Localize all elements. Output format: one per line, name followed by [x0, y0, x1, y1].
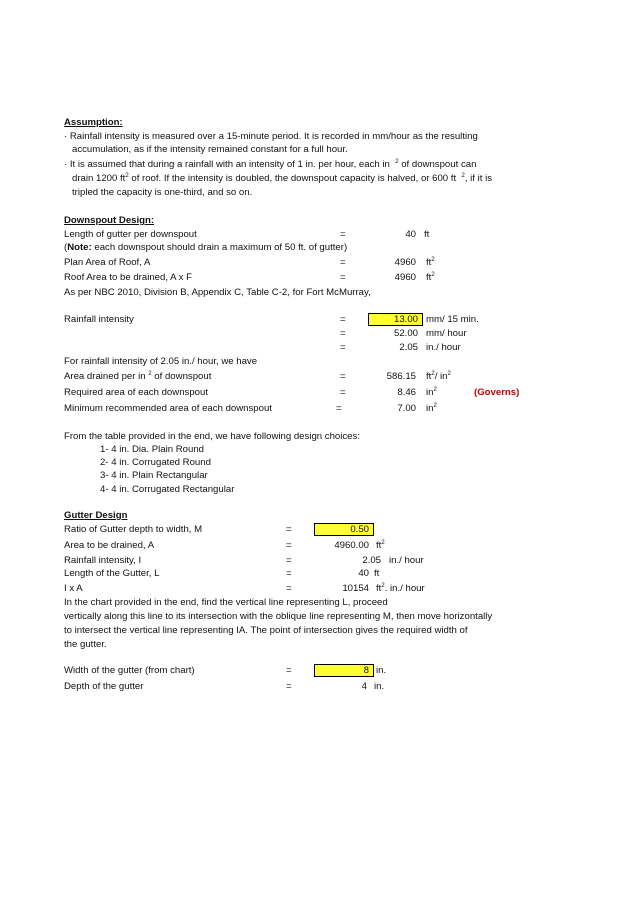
- minimum-area-value: 7.00: [397, 403, 416, 414]
- roof-area-value: 4960: [394, 272, 416, 283]
- roof-area-unit-text: ft: [426, 272, 432, 283]
- gutter-ixa-value: 10154: [342, 583, 369, 594]
- gutter-rainfall-label: Rainfall intensity, I: [64, 555, 142, 566]
- gutter-depth-value: 4: [361, 681, 367, 692]
- gutter-depth-unit: in.: [374, 681, 385, 692]
- assumption-p2-l2-sup-2: 2: [461, 172, 465, 179]
- rainfall-intensity-label: Rainfall intensity: [64, 314, 134, 325]
- gutter-area-value: 4960.00: [334, 540, 369, 551]
- design-choice-item: 4- 4 in. Corrugated Rectangular: [100, 484, 235, 495]
- plan-area-label: Plan Area of Roof, A: [64, 257, 151, 268]
- minimum-area-label: Minimum recommended area of each downspout: [64, 403, 272, 414]
- downspout-note: [64, 242, 347, 254]
- assumption-p2-l2-text-c: , if it is: [464, 173, 493, 184]
- gutter-length-label: Length of the Gutter, L: [64, 568, 160, 579]
- assumption-heading: Assumption:: [64, 117, 123, 128]
- gutter-ixa-eq: =: [286, 583, 292, 594]
- required-area-label: Required area of each downspout: [64, 387, 209, 398]
- minimum-area-eq: =: [336, 403, 342, 414]
- gutter-depth-label: Depth of the gutter: [64, 681, 144, 692]
- gutter-width-value: 8: [363, 665, 369, 676]
- assumption-p2-l1-text-b: of downspout can: [401, 159, 477, 170]
- nbc-reference: As per NBC 2010, Division B, Appendix C, Table C-2, for Fort McMurray,: [64, 287, 371, 298]
- area-drained-eq: =: [340, 371, 346, 382]
- assumption-paragraph-1-line-1: · Rainfall intensity is measured over a 15-minute period. It is recorded in mm/hour as the resulting: [64, 131, 478, 142]
- assumption-paragraph-2-line-3: tripled the capacity is one-third, and so on.: [72, 187, 253, 198]
- gutter-width-label: Width of the gutter (from chart): [64, 665, 195, 676]
- roof-area-unit-sup: 2: [431, 271, 435, 278]
- area-drained-unit-sup-1: 2: [431, 370, 435, 377]
- assumption-p2-l2-text-b: of roof. If the intensity is doubled, the downspout capacity is halved, or 600 ft: [131, 173, 457, 184]
- gutter-ratio-label: Ratio of Gutter depth to width, M: [64, 524, 203, 535]
- governs-label: (Governs): [474, 387, 520, 398]
- downspout-note-bold: Note:: [67, 242, 92, 253]
- gutter-area-unit-sup: 2: [381, 539, 385, 546]
- required-area-unit-text: in: [426, 387, 434, 398]
- chart-instruction-line-4: the gutter.: [64, 639, 107, 650]
- area-drained-unit: [426, 371, 451, 383]
- design-choices-intro: From the table provided in the end, we have following design choices:: [64, 431, 360, 442]
- plan-area-value: 4960: [394, 257, 416, 268]
- roof-area-label: Roof Area to be drained, A x F: [64, 272, 192, 283]
- roof-area-eq: =: [340, 272, 346, 283]
- area-drained-label-a: Area drained per in: [64, 371, 146, 382]
- gutter-length-eq: =: [286, 568, 292, 579]
- required-area-unit-sup: 2: [433, 386, 437, 393]
- assumption-p2-l1-text-a: · It is assumed that during a rainfall with an intensity of 1 in. per hour, each in: [64, 159, 390, 170]
- rainfall-unit-2: mm/ hour: [426, 328, 467, 339]
- rainfall-value-3: 2.05: [399, 342, 418, 353]
- design-choice-item: 1- 4 in. Dia. Plain Round: [100, 444, 204, 455]
- rainfall-value-2: 52.00: [393, 328, 418, 339]
- plan-area-unit: [426, 257, 435, 269]
- downspout-length-label: Length of gutter per downspout: [64, 229, 197, 240]
- gutter-area-label: Area to be drained, A: [64, 540, 155, 551]
- gutter-width-eq: =: [286, 665, 292, 676]
- minimum-area-unit-sup: 2: [433, 402, 437, 409]
- area-drained-unit-sup-2: 2: [447, 370, 451, 377]
- roof-area-unit: [426, 272, 435, 284]
- downspout-note-open: (: [64, 242, 68, 253]
- required-area-eq: =: [340, 387, 346, 398]
- gutter-width-unit: in.: [376, 665, 387, 676]
- gutter-ratio-value: 0.50: [350, 524, 369, 535]
- gutter-ixa-unit-a: ft: [376, 583, 382, 594]
- for-rainfall-intensity-text: For rainfall intensity of 2.05 in./ hour, we have: [64, 356, 258, 367]
- rainfall-unit-1: mm/ 15 min.: [426, 314, 479, 325]
- area-drained-label: [64, 371, 211, 383]
- gutter-heading: Gutter Design: [64, 510, 128, 521]
- required-area-unit: [426, 387, 437, 399]
- chart-instruction-line-2: vertically along this line to its intersection with the oblique line representing M, then move horizontally: [64, 611, 493, 622]
- gutter-rainfall-eq: =: [286, 555, 292, 566]
- required-area-value: 8.46: [397, 387, 416, 398]
- chart-instruction-line-3: to intersect the vertical line representing IA. The point of intersection gives the required width of: [64, 625, 468, 636]
- assumption-p2-l1-sup: 2: [395, 158, 399, 165]
- area-drained-label-sup: 2: [148, 370, 152, 377]
- gutter-ixa-unit-b: . in./ hour: [384, 583, 425, 594]
- gutter-rainfall-value: 2.05: [362, 555, 381, 566]
- gutter-length-value: 40: [358, 568, 369, 579]
- downspout-length-unit: ft: [424, 229, 430, 240]
- gutter-ixa-unit: [376, 583, 425, 595]
- plan-area-eq: =: [340, 257, 346, 268]
- downspout-note-text: each downspout should drain a maximum of 50 ft. of gutter): [91, 242, 348, 253]
- downspout-length-eq: =: [340, 229, 346, 240]
- rainfall-eq-2: =: [340, 328, 346, 339]
- design-choice-item: 2- 4 in. Corrugated Round: [100, 457, 211, 468]
- assumption-p2-l2-sup-1: 2: [125, 172, 129, 179]
- chart-instruction-line-1: In the chart provided in the end, find the vertical line representing L, proceed: [64, 597, 388, 608]
- assumption-p2-l2-text-a: drain 1200 ft: [72, 173, 126, 184]
- gutter-rainfall-unit: in./ hour: [389, 555, 424, 566]
- gutter-depth-eq: =: [286, 681, 292, 692]
- rainfall-eq-3: =: [340, 342, 346, 353]
- plan-area-unit-text: ft: [426, 257, 432, 268]
- downspout-heading: Downspout Design:: [64, 215, 155, 226]
- rainfall-eq-1: =: [340, 314, 346, 325]
- rainfall-value-1: 13.00: [393, 314, 418, 325]
- design-choice-item: 3- 4 in. Plain Rectangular: [100, 470, 208, 481]
- plan-area-unit-sup: 2: [431, 256, 435, 263]
- gutter-area-unit-text: ft: [376, 540, 382, 551]
- area-drained-unit-a: ft: [426, 371, 432, 382]
- area-drained-label-b: of downspout: [154, 371, 212, 382]
- gutter-area-eq: =: [286, 540, 292, 551]
- assumption-paragraph-2-line-2: [72, 173, 492, 185]
- gutter-ixa-label: I x A: [64, 583, 83, 594]
- gutter-ratio-eq: =: [286, 524, 292, 535]
- gutter-length-unit: ft: [374, 568, 380, 579]
- assumption-paragraph-2-line-1: [64, 159, 476, 171]
- area-drained-value: 586.15: [386, 371, 416, 382]
- assumption-paragraph-1-line-2: accumulation, as if the intensity remained constant for a full hour.: [72, 144, 348, 155]
- area-drained-unit-b: / in: [434, 371, 448, 382]
- gutter-area-unit: [376, 540, 385, 552]
- rainfall-unit-3: in./ hour: [426, 342, 461, 353]
- minimum-area-unit: [426, 403, 437, 415]
- downspout-length-value: 40: [405, 229, 416, 240]
- gutter-ixa-unit-sup: 2: [381, 582, 385, 589]
- minimum-area-unit-text: in: [426, 403, 434, 414]
